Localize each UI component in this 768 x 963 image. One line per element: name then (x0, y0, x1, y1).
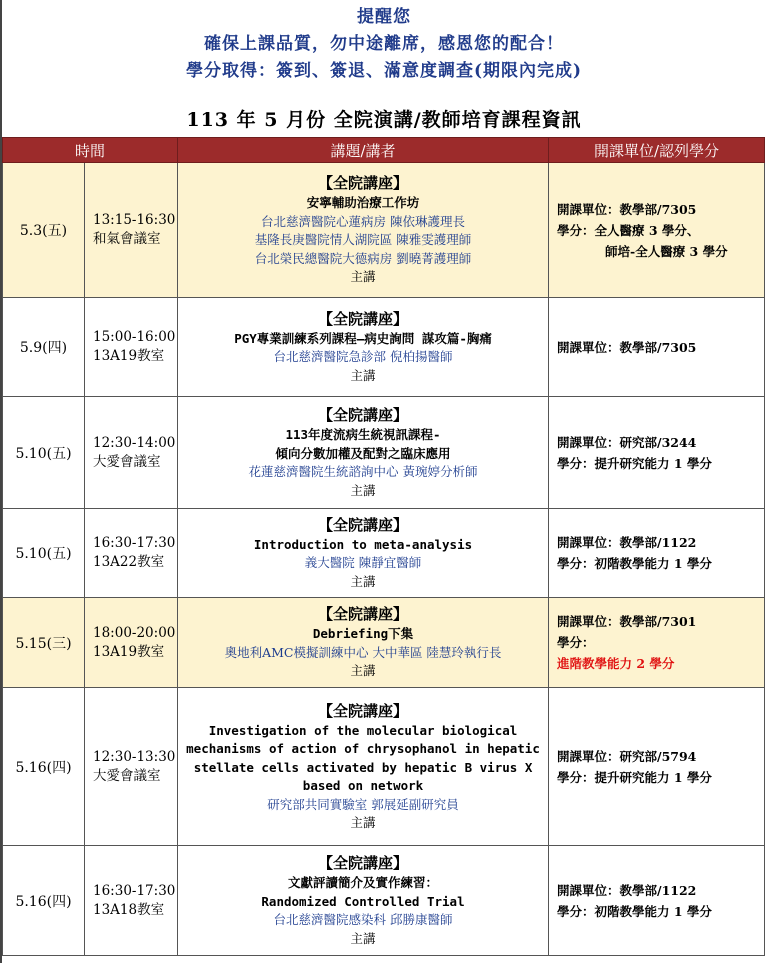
row-speaker: 花蓮慈濟醫院生統諮詢中心 黃琬婷分析師 (248, 464, 478, 479)
header-time: 時間 (3, 138, 178, 163)
row-time (85, 598, 178, 688)
row-unit (549, 298, 765, 397)
row-credit: 學分：提升研究能力 1 學分 (557, 455, 712, 471)
row-time-range: 15:00-16:00 (93, 329, 176, 345)
row-tag: 【全院講座】 (318, 854, 409, 872)
row-topic (178, 846, 549, 956)
row-topic (178, 598, 549, 688)
row-room: 大愛會議室 (93, 767, 161, 784)
row-date: 5.3(五) (3, 163, 85, 298)
row-room: 13A22教室 (93, 554, 165, 570)
row-tag: 【全院講座】 (318, 515, 409, 534)
row-time-range: 12:30-13:30 (93, 748, 176, 765)
row-lecturer-label: 主講 (350, 573, 376, 589)
row-time (85, 846, 178, 956)
row-tag: 【全院講座】 (318, 701, 409, 720)
row-tag: 【全院講座】 (318, 174, 409, 193)
reminder-notice (0, 4, 768, 85)
row-time-range: 13:15-16:30 (93, 212, 176, 228)
row-unit-dept: 開課單位：研究部/5794 (557, 748, 697, 764)
row-unit-dept: 開課單位：教學部/7305 (557, 339, 697, 355)
row-tag: 【全院講座】 (318, 406, 409, 424)
row-time (85, 688, 178, 846)
table-row (3, 163, 765, 298)
row-topic (178, 688, 549, 846)
row-tag: 【全院講座】 (318, 309, 409, 328)
row-date: 5.15(三) (3, 598, 85, 688)
row-speaker: 義大醫院 陳靜宜醫師 (304, 555, 422, 571)
table-row (3, 509, 765, 598)
row-title: 傾向分數加權及配對之臨床應用 (275, 445, 451, 461)
row-time (85, 509, 178, 598)
row-speaker: 台北慈濟醫院心蓮病房 陳依琳護理長 (261, 213, 465, 229)
notice-heading: 提醒您 (357, 7, 411, 27)
row-unit-dept: 開課單位：教學部/1122 (557, 535, 697, 550)
row-title: 安寧輔助治療工作坊 (306, 195, 420, 211)
row-time (85, 397, 178, 509)
row-room: 和氣會議室 (93, 231, 161, 247)
row-title: stellate cells activated by hepatic B virus X (193, 759, 533, 775)
row-room: 大愛會議室 (93, 453, 161, 470)
row-time-range: 16:30-17:30 (93, 882, 176, 899)
row-credit-prefix: 學分： (557, 635, 595, 650)
table-row (3, 846, 765, 956)
row-credit: 學分：提升研究能力 1 學分 (557, 769, 712, 785)
row-time (85, 298, 178, 397)
row-title: PGY專業訓練系列課程—病史詢問 謀攻篇-胸痛 (234, 330, 492, 346)
row-title: Introduction to meta-analysis (253, 536, 473, 552)
row-time-range: 16:30-17:30 (93, 535, 176, 551)
header-topic: 講題/講者 (178, 138, 549, 163)
row-title: 113年度流病生統視訊課程- (285, 427, 441, 442)
row-topic (178, 163, 549, 298)
row-lecturer-label: 主講 (350, 815, 376, 830)
row-unit (549, 846, 765, 956)
row-speaker: 台北榮民總醫院大德病房 劉曉菁護理師 (254, 250, 472, 266)
row-credit-extra: 師培-全人醫療 3 學分 (605, 243, 728, 259)
row-unit (549, 598, 765, 688)
row-date: 5.9(四) (3, 298, 85, 397)
row-room: 13A19教室 (93, 348, 165, 364)
row-tag: 【全院講座】 (318, 605, 409, 624)
row-topic (178, 397, 549, 509)
row-unit (549, 163, 765, 298)
row-credit (557, 632, 764, 674)
row-lecturer-label: 主講 (350, 930, 376, 946)
row-topic (178, 509, 549, 598)
row-lecturer-label: 主講 (350, 663, 376, 679)
row-date: 5.10(五) (3, 509, 85, 598)
row-lecturer-label: 主講 (350, 367, 376, 383)
table-header-row (3, 138, 765, 163)
row-title: Randomized Controlled Trial (261, 893, 465, 909)
row-title: mechanisms of action of chrysophanol in hepatic (186, 741, 540, 756)
notice-credit-rule: 學分取得：簽到、簽退、滿意度調查(期限內完成) (185, 61, 583, 81)
row-title: Debriefing下集 (312, 626, 414, 642)
row-title: 文獻評讀簡介及實作練習： (288, 875, 439, 890)
row-credit-highlight: 進階教學能力 2 學分 (557, 656, 675, 671)
header-unit: 開課單位/認列學分 (549, 138, 765, 163)
row-credit: 學分：初階教學能力 1 學分 (557, 903, 712, 919)
row-credit: 學分：全人醫療 3 學分、 (557, 222, 700, 238)
row-unit (549, 509, 765, 598)
notice-attendance: 確保上課品質，勿中途離席，感恩您的配合！ (204, 34, 564, 54)
row-room: 13A19教室 (93, 643, 165, 660)
row-time-range: 12:30-14:00 (93, 434, 176, 451)
table-row (3, 397, 765, 509)
row-time-range: 18:00-20:00 (93, 624, 176, 641)
row-speaker: 研究部共同實驗室 郭展延副研究員 (267, 796, 459, 812)
row-unit-dept: 開課單位：研究部/3244 (557, 434, 697, 450)
row-unit-dept: 開課單位：教學部/7305 (557, 201, 697, 217)
row-unit-dept: 開課單位：教學部/7301 (557, 614, 697, 629)
row-title: based on network (302, 778, 424, 793)
table-row (3, 298, 765, 397)
row-room: 13A18教室 (93, 901, 165, 918)
row-date: 5.16(四) (3, 688, 85, 846)
row-speaker: 基隆長庚醫院情人湖院區 陳雅雯護理師 (254, 232, 472, 248)
table-row (3, 598, 765, 688)
page-title: 113 年 5 月份 全院演講/教師培育課程資訊 (186, 109, 582, 131)
row-lecturer-label: 主講 (350, 269, 376, 285)
row-speaker: 台北慈濟醫院感染科 邱勝康醫師 (273, 912, 453, 927)
course-schedule-table (2, 137, 765, 956)
row-unit-dept: 開課單位：教學部/1122 (557, 882, 697, 898)
row-title: Investigation of the molecular biological (208, 722, 518, 738)
row-time (85, 163, 178, 298)
row-credit: 學分：初階教學能力 1 學分 (557, 556, 712, 571)
row-speaker: 台北慈濟醫院急診部 倪柏揚醫師 (273, 349, 453, 365)
row-lecturer-label: 主講 (350, 482, 376, 498)
row-date: 5.10(五) (3, 397, 85, 509)
row-unit (549, 688, 765, 846)
row-date: 5.16(四) (3, 846, 85, 956)
table-row (3, 688, 765, 846)
row-topic (178, 298, 549, 397)
row-speaker: 奧地利AMC模擬訓練中心 大中華區 陸慧玲執行長 (224, 644, 502, 660)
row-unit (549, 397, 765, 509)
